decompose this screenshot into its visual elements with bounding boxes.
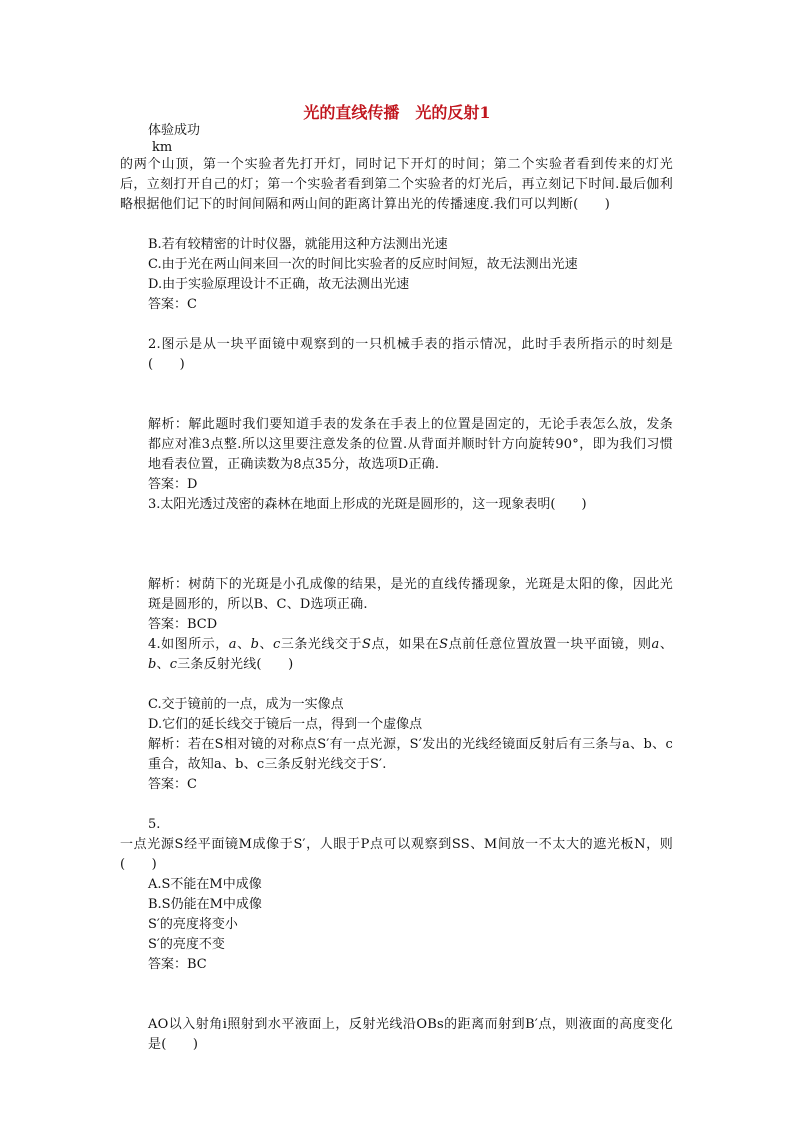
option-d: S′的亮度不变 — [148, 937, 225, 952]
q4-var-a: a — [228, 637, 237, 652]
q4-var-c: c — [273, 637, 281, 652]
option-c: C.交于镜前的一点，成为一实像点 — [148, 697, 344, 712]
document-body — [120, 121, 673, 1055]
answer-1: 答案：C — [148, 297, 197, 312]
answer-5: 答案：BC — [148, 957, 207, 972]
answer-3: 答案：BCD — [148, 617, 218, 632]
q4-var-b: b — [250, 637, 260, 652]
question-6-text: AO以入射角i照射到水平液面上，反射光线沿OBs的距离而射到B′点，则液面的高度变化是( ) — [148, 1017, 673, 1052]
page-title: 光的直线传播 光的反射1 — [303, 103, 491, 122]
answer-4: 答案：C — [148, 777, 197, 792]
analysis-3: 解析：树荫下的光斑是小孔成像的结果，是光的直线传播现象，光斑是太阳的像，因此光斑是圆形的，所以B、C、D选项正确. — [148, 577, 673, 612]
analysis-4: 解析：若在S相对镜的对称点S′有一点光源，S′发出的光线经镜面反射后有三条与a、b、c重合，故知a、b、c三条反射光线交于S′. — [148, 737, 673, 772]
question-4-text — [120, 635, 673, 675]
option-d: D.由于实验原理设计不正确，故无法测出光速 — [148, 277, 410, 292]
q4-part: 4.如图所示， — [148, 637, 229, 652]
q4-part: 、 — [259, 637, 274, 652]
q4-part: 点前任意位置放置一块平面镜，则 — [448, 637, 652, 652]
answer-2: 答案：D — [148, 477, 198, 492]
option-c: S′的亮度将变小 — [148, 917, 238, 932]
option-b: B.S仍能在M中成像 — [148, 897, 262, 912]
analysis-2: 解析：解此题时我们要知道手表的发条在手表上的位置是固定的，无论手表怎么放，发条都应对准3点整.所以这里要注意发条的位置.从背面并顺时针方向旋转90°，即为我们习惯地看表位置，正确读数为8点35分，故选项D正确. — [148, 417, 673, 472]
option-b: B.若有较精密的计时仪器，就能用这种方法测出光速 — [148, 237, 448, 252]
question-1-text: 的两个山顶，第一个实验者先打开灯，同时记下开灯的时间；第二个实验者看到传来的灯光后，立刻打开自己的灯；第一个实验者看到第二个实验者的灯光后，再立刻记下时间.最后伽利略根据他们记下的时间间隔和两山间的距离计算出光的传播速度.我们可以判断( ) — [120, 157, 673, 212]
q4-part: 三条反射光线( ) — [177, 657, 294, 672]
q4-var-a: a — [651, 637, 660, 652]
question-2-text: 2.图示是从一块平面镜中观察到的一只机械手表的指示情况，此时手表所指示的时刻是( ) — [148, 337, 673, 372]
q4-var-s: S — [362, 637, 372, 652]
option-a: A.S不能在M中成像 — [148, 877, 262, 892]
question-5-text: 一点光源S经平面镜M成像于S′，人眼于P点可以观察到SS、M间放一不太大的遮光板N，则( ) — [120, 837, 673, 872]
option-c: C.由于光在两山间来回一次的时间比实验者的反应时间短，故无法测出光速 — [148, 257, 578, 272]
unit-label: km — [152, 140, 173, 155]
question-5-number: 5. — [148, 817, 161, 832]
q4-var-c: c — [169, 657, 178, 672]
q4-part: 点，如果在 — [371, 637, 440, 652]
q4-part: 、 — [659, 637, 674, 652]
question-3-text: 3.太阳光透过茂密的森林在地面上形成的光斑是圆形的，这一现象表明( ) — [148, 497, 587, 512]
q4-part: 、 — [236, 637, 251, 652]
q4-part: 、 — [156, 657, 170, 672]
q4-var-b: b — [148, 657, 157, 672]
q4-part: 三条光线交于 — [280, 637, 363, 652]
section-heading: 体验成功 — [148, 123, 201, 138]
option-d: D.它们的延长线交于镜后一点，得到一个虚像点 — [148, 717, 423, 732]
q4-var-s: S — [439, 637, 449, 652]
